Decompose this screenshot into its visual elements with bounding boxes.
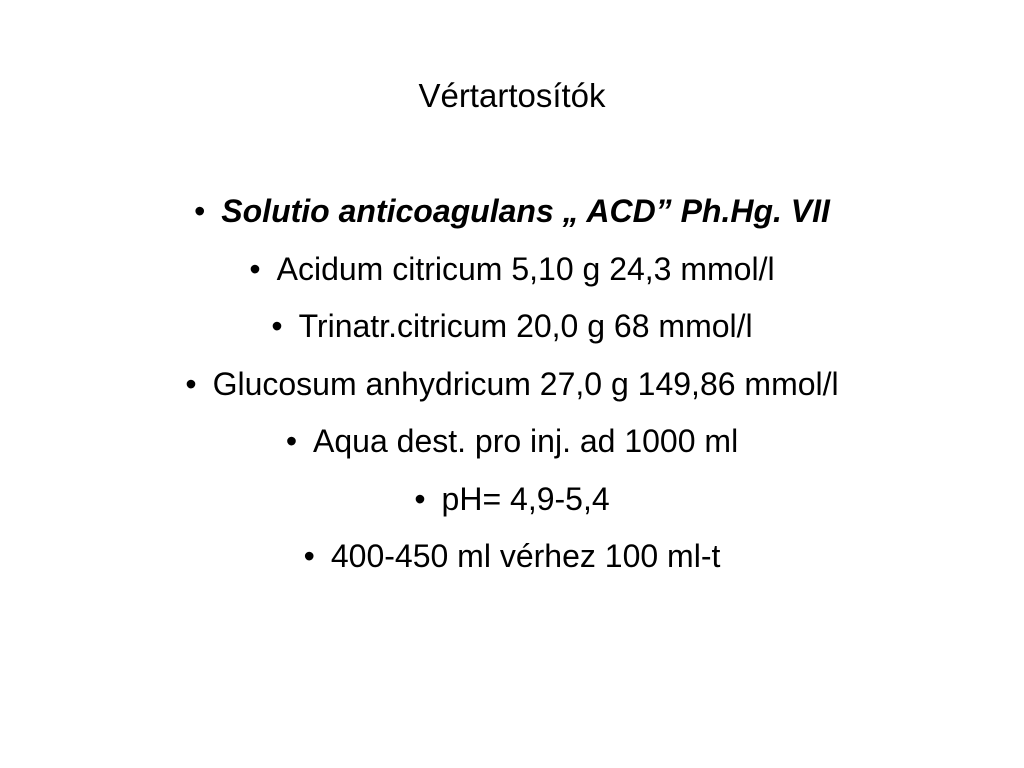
bullet-text: Aqua dest. pro inj. ad 1000 ml bbox=[313, 423, 739, 459]
bullet-item-aqua-dest bbox=[0, 413, 1024, 471]
bullet-text: 400-450 ml vérhez 100 ml-t bbox=[330, 538, 721, 574]
bullet-icon: • bbox=[194, 193, 206, 229]
bullet-icon: • bbox=[414, 480, 426, 517]
bullet-item-glucosum bbox=[0, 356, 1024, 414]
bullet-item-acidum-citricum bbox=[0, 241, 1024, 299]
bullet-icon: • bbox=[185, 365, 197, 402]
bullet-item-dosage bbox=[0, 528, 1024, 586]
bullet-text: pH= 4,9-5,4 bbox=[441, 480, 610, 517]
bullet-text: Acidum citricum 5,10 g 24,3 mmol/l bbox=[276, 250, 775, 287]
bullet-item-ph bbox=[0, 471, 1024, 529]
bullet-text: Glucosum anhydricum 27,0 g 149,86 mmol/l bbox=[212, 365, 839, 402]
bullet-icon: • bbox=[285, 423, 298, 459]
bullet-list bbox=[0, 183, 1024, 586]
bullet-icon: • bbox=[271, 308, 283, 344]
slide-title: Vértartosítók bbox=[418, 77, 606, 114]
bullet-icon: • bbox=[249, 250, 261, 287]
bullet-item-solution bbox=[0, 183, 1024, 241]
bullet-text: Trinatr.citricum 20,0 g 68 mmol/l bbox=[298, 308, 753, 344]
bullet-item-trinatr-citricum bbox=[0, 298, 1024, 356]
bullet-text: Solutio anticoagulans „ ACD” Ph.Hg. VII bbox=[221, 193, 830, 229]
bullet-icon: • bbox=[303, 538, 315, 574]
